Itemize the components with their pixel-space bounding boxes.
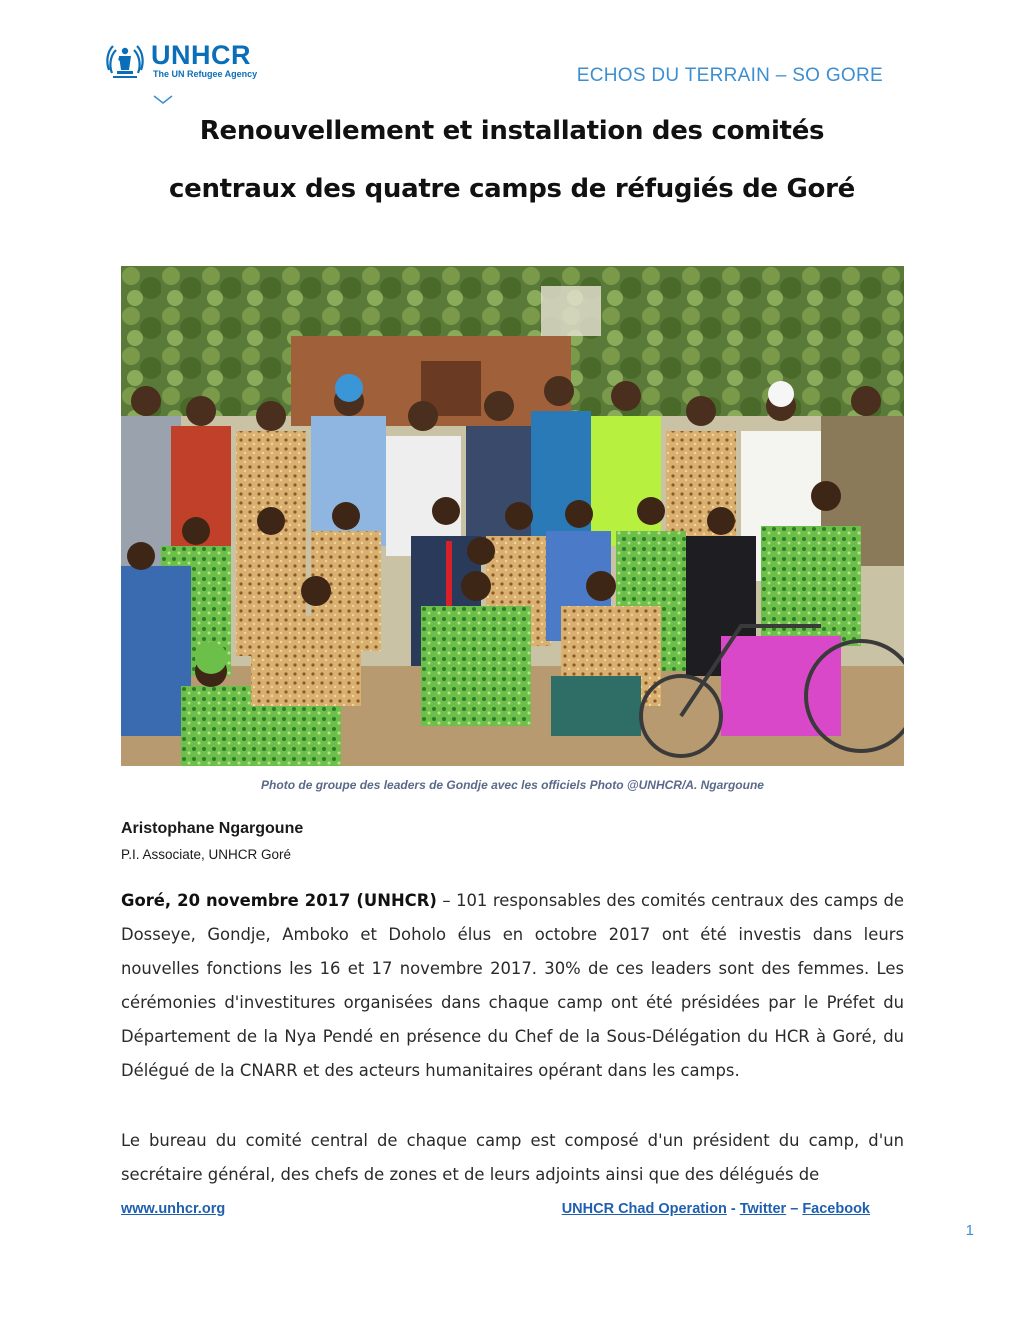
facebook-link[interactable]: Facebook: [802, 1201, 870, 1217]
unhcr-logo: [103, 40, 273, 82]
article-paragraph-1: [121, 884, 904, 1088]
photo-caption: Photo de groupe des leaders de Gondje avec les officiels Photo @UNHCR/A. Ngargoune: [261, 778, 764, 792]
paragraph-1-text: – 101 responsables des comités centraux des camps de Dosseye, Gondje, Amboko et Doholo élus en octobre 2017 ont été investis dans leurs nouvelles fonctions les 16 et 17 novembre 2017. 30% de ces leaders sont des femmes. Les cérémonies d'investitures organisées dans chaque camp ont été présidées par le Préfet du Département de la Nya Pendé en présence du Chef de la Sous-Délégation du HCR à Goré, du Délégué de la CNARR et des acteurs humanitaires opérant dans les camps.: [121, 891, 904, 1080]
article-title-line2: centraux des quatre camps de réfugiés de Goré: [169, 174, 855, 204]
author-role: P.I. Associate, UNHCR Goré: [121, 847, 292, 862]
operation-link[interactable]: UNHCR Chad Operation: [561, 1201, 727, 1217]
article-paragraph-2: Le bureau du comité central de chaque camp est composé d'un président du camp, d'un secrétaire général, des chefs de zones et de leurs adjoints ainsi que des délégués de: [121, 1131, 904, 1184]
author-name: Aristophane Ngargoune: [121, 820, 304, 837]
footer-left: [121, 1201, 225, 1217]
footer-separator: -: [726, 1201, 740, 1217]
website-link[interactable]: www.unhcr.org: [121, 1201, 226, 1217]
article-title-line1: Renouvellement et installation des comités: [199, 116, 825, 146]
chevron-down-icon: [152, 94, 174, 106]
unhcr-emblem-icon: [103, 40, 147, 82]
group-photo: [121, 266, 904, 766]
footer-separator: –: [786, 1201, 803, 1217]
page-number: 1: [965, 1222, 974, 1239]
logo-subtitle: The UN Refugee Agency: [153, 69, 258, 79]
section-header: ECHOS DU TERRAIN – SO GORE: [576, 65, 883, 86]
twitter-link[interactable]: Twitter: [739, 1201, 787, 1217]
logo-wordmark: UNHCR: [151, 40, 251, 70]
dateline: Goré, 20 novembre 2017 (UNHCR): [121, 891, 437, 910]
footer-right: [562, 1201, 870, 1217]
